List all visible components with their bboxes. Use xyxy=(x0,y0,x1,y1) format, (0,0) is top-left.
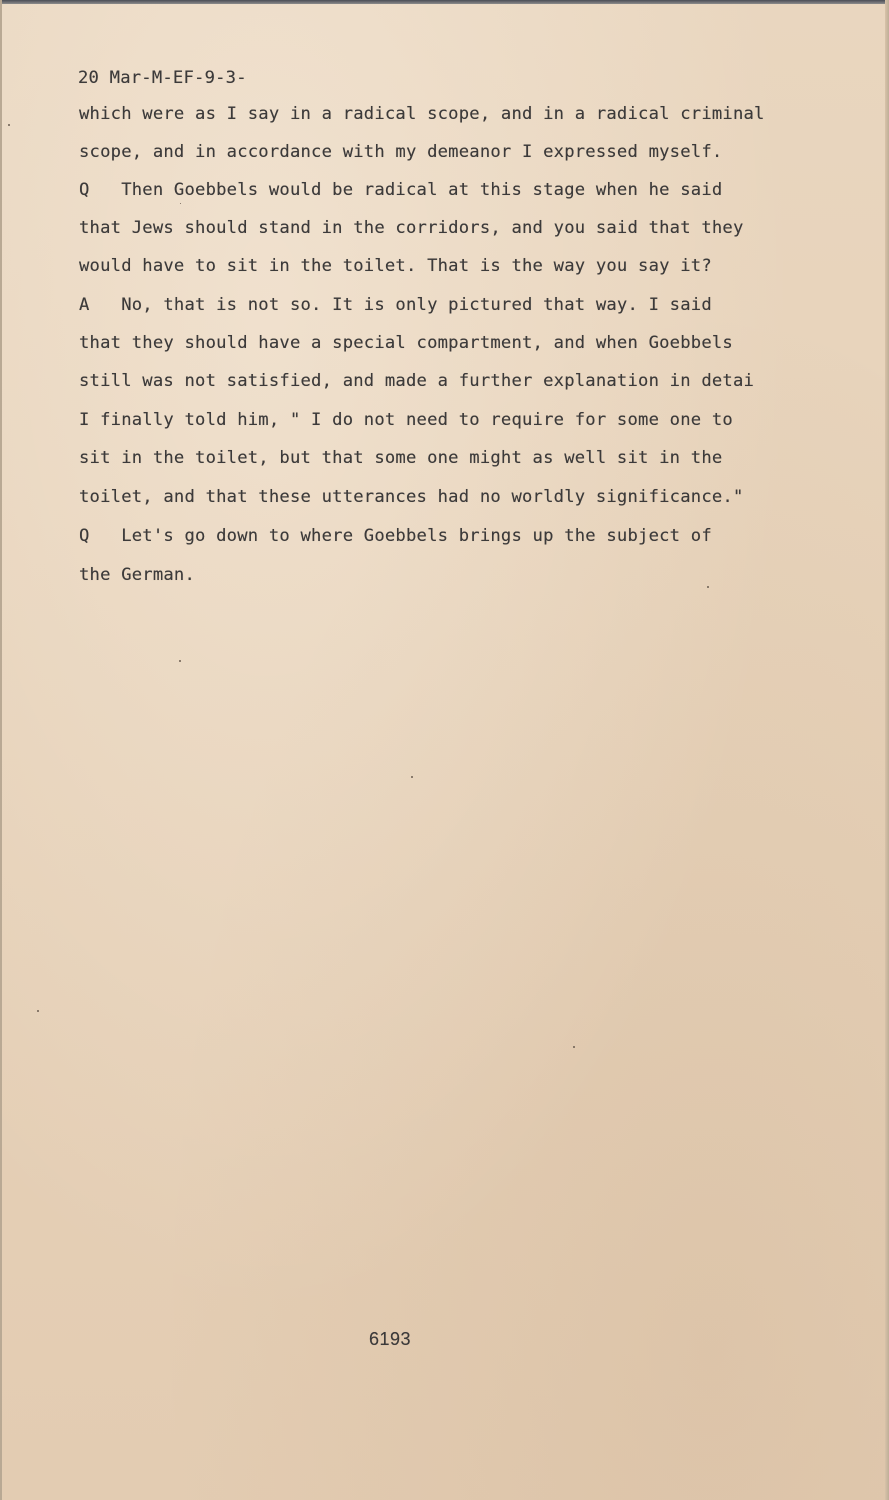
answer-line: A No, that is not so. It is only pictured that way. I said xyxy=(79,295,712,315)
text-line: still was not satisfied, and made a further explanation in detai xyxy=(79,371,755,391)
text-line: that they should have a special compartment, and when Goebbels xyxy=(79,333,733,353)
question-line: Q Let's go down to where Goebbels brings up the subject of xyxy=(79,526,712,546)
paper-speck xyxy=(573,1046,575,1048)
page-top-edge xyxy=(0,0,889,4)
page-number: 6193 xyxy=(369,1329,412,1349)
page-left-edge xyxy=(0,0,2,1500)
question-line: Q Then Goebbels would be radical at this stage when he said xyxy=(79,180,723,200)
paper-speck xyxy=(707,586,709,588)
text-line: scope, and in accordance with my demeanor I expressed myself. xyxy=(79,142,723,162)
page-right-edge xyxy=(885,0,889,1500)
paper-speck xyxy=(179,660,181,662)
document-header: 20 Mar-M-EF-9-3- xyxy=(78,68,247,88)
paper-speck xyxy=(180,203,181,204)
paper-speck xyxy=(8,124,10,126)
paper-speck xyxy=(411,776,413,778)
text-line: I finally told him, " I do not need to require for some one to xyxy=(79,410,733,430)
text-line: that Jews should stand in the corridors, and you said that they xyxy=(79,218,744,238)
text-line: the German. xyxy=(79,565,196,585)
text-line: sit in the toilet, but that some one might as well sit in the xyxy=(79,448,723,468)
text-line: which were as I say in a radical scope, and in a radical criminal xyxy=(79,104,765,124)
text-line: toilet, and that these utterances had no worldly significance." xyxy=(79,487,744,507)
text-line: would have to sit in the toilet. That is the way you say it? xyxy=(79,256,712,276)
paper-speck xyxy=(37,1010,39,1012)
